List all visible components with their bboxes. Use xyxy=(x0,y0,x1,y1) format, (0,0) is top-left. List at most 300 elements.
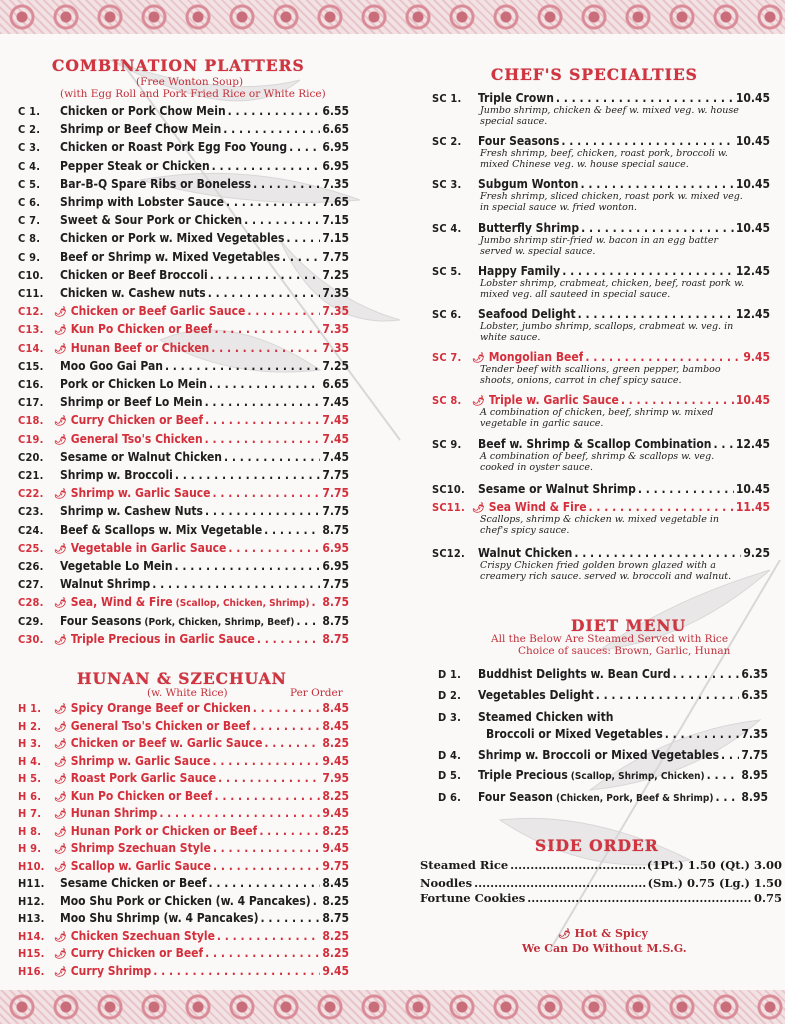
hunan-item-row xyxy=(18,719,349,735)
combination-item-row xyxy=(18,614,349,630)
item-price: 7.65 xyxy=(322,195,349,209)
item-price: 7.45 xyxy=(322,395,349,410)
item-name: Chicken or Pork w. Mixed Vegetables xyxy=(60,231,285,246)
diet-item-row-continued xyxy=(486,727,768,741)
item-code: SC 5. xyxy=(432,265,462,278)
item-code: D 1. xyxy=(438,668,462,681)
item-name: Sesame or Walnut Chicken xyxy=(60,449,222,464)
chef-item-row xyxy=(432,91,770,106)
combination-item-row xyxy=(18,268,349,283)
item-price: 8.25 xyxy=(322,946,349,960)
leader-dots xyxy=(212,754,320,768)
item-name: Chicken w. Cashew nuts xyxy=(60,286,206,300)
combination-item-row xyxy=(18,523,349,538)
leader-dots xyxy=(205,395,321,409)
item-name: Shrimp w. Broccoli or Mixed Vegetables xyxy=(478,748,720,762)
combination-item-row xyxy=(18,341,349,357)
leader-dots xyxy=(217,929,320,943)
item-price: 6.65 xyxy=(322,122,349,137)
item-name: Sesame Chicken or Beef xyxy=(60,876,207,890)
combination-item-row xyxy=(18,450,349,465)
item-price: 7.75 xyxy=(322,577,349,592)
item-code: H16. xyxy=(18,964,45,978)
leader-dots xyxy=(510,858,645,872)
hunan-item-row xyxy=(18,911,349,926)
hunan-item-row xyxy=(18,964,349,980)
diet-item-row xyxy=(438,667,768,682)
leader-dots xyxy=(264,736,320,750)
leader-dots xyxy=(581,221,734,235)
item-price: 11.45 xyxy=(735,500,770,514)
item-name: Seafood Delight xyxy=(478,307,576,321)
diet-item-row xyxy=(438,768,768,784)
leader-dots xyxy=(223,122,320,136)
leader-dots xyxy=(212,159,321,173)
side-row-steamed-rice xyxy=(420,858,782,872)
item-price: 8.75 xyxy=(322,911,349,925)
item-code: SC12. xyxy=(432,547,465,560)
chili-pepper-icon: 🌶︎ xyxy=(54,861,67,873)
item-code: SC 2. xyxy=(432,135,462,148)
item-price: 8.25 xyxy=(322,928,349,943)
item-price: 9.45 xyxy=(743,350,770,364)
item-price: 6.95 xyxy=(322,158,349,173)
chef-item-description: Fresh shrimp, beef, chicken, roast pork, broccoli w. mixed Chinese veg. w. house special sauce. xyxy=(480,148,728,170)
chef-item-row xyxy=(432,221,770,236)
item-price: 7.35 xyxy=(322,322,349,337)
leader-dots xyxy=(296,614,320,628)
item-code: H 3. xyxy=(18,737,42,750)
item-name: Buddhist Delights w. Bean Curd xyxy=(478,667,671,681)
item-price: 7.75 xyxy=(322,504,349,519)
leader-dots xyxy=(638,482,734,496)
item-name: Curry Chicken or Beef xyxy=(70,946,204,960)
item-name: Chicken or Pork Chow Mein xyxy=(60,104,226,118)
item-name: Beef w. Shrimp & Scallop Combination xyxy=(478,437,712,451)
item-name: Shrimp or Beef Lo Mein xyxy=(60,395,203,410)
diet-subtitle-sauces: Choice of sauces: Brown, Garlic, Hunan xyxy=(518,645,731,657)
chefs-specialties-title: CHEF'S SPECIALTIES xyxy=(491,65,698,84)
item-code: SC 3. xyxy=(432,178,462,191)
item-price: 7.25 xyxy=(322,267,349,282)
item-code: SC 9. xyxy=(432,438,462,451)
combination-item-row xyxy=(18,250,349,265)
leader-dots xyxy=(244,213,320,227)
item-price: 9.75 xyxy=(322,858,349,873)
item-code: C19. xyxy=(18,432,44,446)
leader-dots xyxy=(578,307,734,321)
hunan-szechuan-title: HUNAN & SZECHUAN xyxy=(77,669,287,688)
chili-pepper-icon: 🌶︎ xyxy=(54,721,67,733)
item-price: 6.35 xyxy=(741,688,768,702)
leader-dots xyxy=(311,595,320,609)
item-name: Moo Goo Gai Pan xyxy=(60,358,163,373)
item-code: SC 6. xyxy=(432,308,462,321)
leader-dots xyxy=(713,437,733,451)
item-name: Walnut Shrimp xyxy=(60,577,151,592)
item-name: Pepper Steak or Chicken xyxy=(60,158,210,173)
item-price: 7.35 xyxy=(741,727,768,741)
item-detail: (Pork, Chicken, Shrimp, Beef) xyxy=(144,616,295,628)
item-name: Chicken or Beef w. Garlic Sauce xyxy=(70,736,263,750)
item-code: H 5. xyxy=(18,772,42,785)
leader-dots xyxy=(313,894,321,908)
item-name: Happy Family xyxy=(478,264,561,278)
item-price: 8.45 xyxy=(322,701,349,715)
leader-dots xyxy=(289,140,320,154)
combination-subtitle-rice: (with Egg Roll and Pork Fried Rice or White Rice) xyxy=(60,88,326,100)
item-name: Vegetables Delight xyxy=(478,688,594,702)
item-code: C29. xyxy=(18,614,44,628)
item-code: SC10. xyxy=(432,483,465,496)
leader-dots xyxy=(210,268,321,282)
item-price: 7.35 xyxy=(322,340,349,355)
item-name: Sea, Wind & Fire xyxy=(70,595,173,610)
item-price: 8.25 xyxy=(322,823,349,838)
item-code: C 2. xyxy=(18,123,41,137)
chili-pepper-icon: 🌶︎ xyxy=(472,503,485,514)
side-item-name: Noodles xyxy=(420,876,473,890)
leader-dots xyxy=(226,195,320,209)
item-code: H 1. xyxy=(18,702,42,715)
combination-item-row xyxy=(18,577,349,592)
item-price: 8.75 xyxy=(322,595,349,610)
item-code: C 1. xyxy=(18,105,41,118)
item-name: Shrimp with Lobster Sauce xyxy=(60,195,224,209)
item-code: C 5. xyxy=(18,177,41,191)
item-price: 8.25 xyxy=(322,788,349,803)
chili-pepper-icon: 🌶︎ xyxy=(54,949,67,960)
chili-pepper-icon: 🌶︎ xyxy=(54,774,67,785)
item-name: Shrimp or Beef Chow Mein xyxy=(60,122,222,137)
chef-item-description: Tender beef with scallions, green pepper, bamboo shoots, onions, carrot in chef spicy sauce. xyxy=(480,364,721,386)
item-name: General Tso's Chicken or Beef xyxy=(70,718,251,733)
item-code: H15. xyxy=(18,947,45,960)
item-price: 7.15 xyxy=(322,231,349,246)
leader-dots xyxy=(556,91,734,105)
chili-pepper-icon: 🌶︎ xyxy=(54,343,67,355)
item-code: C15. xyxy=(18,359,44,373)
item-code: H14. xyxy=(18,929,45,943)
item-name: Shrimp w. Garlic Sauce xyxy=(70,486,211,501)
item-price: 8.25 xyxy=(322,736,349,750)
item-code: H11. xyxy=(18,877,45,890)
item-price: 8.45 xyxy=(322,876,349,890)
side-item-price: (Sm.) 0.75 (Lg.) 1.50 xyxy=(647,876,782,890)
item-name: Butterfly Shrimp xyxy=(478,221,580,235)
leader-dots xyxy=(211,341,320,355)
chili-pepper-icon: 🌶︎ xyxy=(472,396,485,407)
combination-item-row xyxy=(18,486,349,502)
item-code: D 6. xyxy=(438,791,462,804)
item-code: C 7. xyxy=(18,214,41,228)
item-detail: (Chicken, Pork, Beef & Shrimp) xyxy=(556,793,714,804)
combination-item-row xyxy=(18,595,349,611)
chef-item-row xyxy=(432,437,770,452)
item-name: Roast Pork Garlic Sauce xyxy=(70,771,217,785)
combination-item-row xyxy=(18,304,349,320)
combination-item-row xyxy=(18,395,349,410)
item-name: Walnut Chicken xyxy=(478,546,573,560)
leader-dots xyxy=(159,806,320,820)
item-price: 9.45 xyxy=(322,806,349,820)
item-code: H13. xyxy=(18,912,45,925)
item-code: C 4. xyxy=(18,159,41,173)
item-code: C30. xyxy=(18,632,44,646)
item-price: 7.45 xyxy=(322,413,349,428)
item-code: SC 8. xyxy=(432,394,462,407)
hunan-item-row xyxy=(18,754,349,770)
item-name: Triple Precious in Garlic Sauce xyxy=(70,631,255,646)
item-name: Beef or Shrimp w. Mixed Vegetables xyxy=(60,249,281,264)
leader-dots xyxy=(673,667,740,681)
item-name: Chicken Szechuan Style xyxy=(70,928,215,943)
item-code: C10. xyxy=(18,268,44,282)
leader-dots xyxy=(208,286,321,300)
chef-item-description: A combination of chicken, beef, shrimp w. mixed vegetable in garlic sauce. xyxy=(480,407,714,429)
item-price: 6.55 xyxy=(322,104,349,118)
item-price: 8.75 xyxy=(322,631,349,646)
combination-subtitle-soup: (Free Wonton Soup) xyxy=(136,76,244,88)
item-price: 8.95 xyxy=(741,790,768,804)
item-name: Curry Shrimp xyxy=(70,963,152,978)
side-item-name: Steamed Rice xyxy=(420,858,509,872)
chef-item-row xyxy=(432,264,770,279)
item-price: 9.25 xyxy=(743,546,770,560)
leader-dots xyxy=(252,719,320,733)
hunan-item-row xyxy=(18,806,349,822)
item-name: Bar-B-Q Spare Ribs or Boneless xyxy=(60,176,252,191)
leader-dots xyxy=(213,841,321,855)
diet-subtitle-steamed: All the Below Are Steamed Served with Rice xyxy=(491,633,729,645)
side-row-fortune-cookies xyxy=(420,891,782,905)
diet-item-row xyxy=(438,748,768,763)
item-name: Vegetable Lo Mein xyxy=(60,559,173,573)
item-code: C26. xyxy=(18,560,44,573)
item-name-continued: Broccoli or Mixed Vegetables xyxy=(486,727,663,741)
chili-pepper-icon: 🌶︎ xyxy=(54,844,67,855)
chef-item-row xyxy=(432,307,770,322)
chili-pepper-icon: 🌶︎ xyxy=(54,931,67,943)
hunan-item-row xyxy=(18,946,349,962)
chili-pepper-icon: 🌶︎ xyxy=(54,489,67,501)
bottom-border xyxy=(0,990,785,1024)
diet-menu-title: DIET MENU xyxy=(571,616,687,635)
item-name: Mongolian Beef xyxy=(488,350,584,364)
item-price: 7.95 xyxy=(322,771,349,785)
leader-dots xyxy=(282,250,320,264)
leader-dots xyxy=(585,350,741,364)
chef-item-description: Lobster, jumbo shrimp, scallops, crabmeat w. veg. in white sauce. xyxy=(480,321,734,343)
chef-item-row xyxy=(432,134,770,149)
leader-dots xyxy=(261,911,321,925)
chili-pepper-icon: 🌶︎ xyxy=(54,543,67,555)
item-code: H 8. xyxy=(18,824,42,838)
leader-dots xyxy=(474,876,646,890)
chili-pepper-icon: 🌶︎ xyxy=(558,929,571,940)
item-price: 7.75 xyxy=(322,249,349,264)
item-code: C12. xyxy=(18,305,44,319)
item-price: 7.45 xyxy=(322,431,349,446)
leader-dots xyxy=(214,789,320,803)
combination-item-row xyxy=(18,140,349,155)
item-price: 10.45 xyxy=(735,482,770,496)
item-code: C21. xyxy=(18,469,44,482)
item-name: Subgum Wonton xyxy=(478,177,579,191)
item-name: Shrimp w. Garlic Sauce xyxy=(70,753,211,768)
item-name: Shrimp w. Broccoli xyxy=(60,468,173,482)
leader-dots xyxy=(212,486,320,500)
leader-dots xyxy=(562,264,734,278)
chili-pepper-icon: 🌶︎ xyxy=(54,325,67,337)
leader-dots xyxy=(213,859,320,873)
diet-item-row xyxy=(438,688,768,703)
item-price: 7.75 xyxy=(322,486,349,501)
item-name: Moo Shu Shrimp (w. 4 Pancakes) xyxy=(60,911,259,925)
chef-item-description: Fresh shrimp, sliced chicken, roast pork w. mixed veg. in special sauce w. fried wonton. xyxy=(480,191,743,213)
leader-dots xyxy=(209,876,321,890)
item-code: D 4. xyxy=(438,749,462,762)
item-name: Four Seasons xyxy=(60,613,142,628)
leader-dots xyxy=(715,790,739,804)
hunan-item-row xyxy=(18,789,349,805)
leader-dots xyxy=(152,577,320,591)
combination-item-row xyxy=(18,231,349,246)
leader-dots xyxy=(228,541,320,555)
item-price: 6.95 xyxy=(322,559,349,573)
msg-note: We Can Do Without M.S.G. xyxy=(522,942,687,955)
item-name: Kun Po Chicken or Beef xyxy=(70,788,213,803)
item-code: C14. xyxy=(18,341,44,355)
item-code: C27. xyxy=(18,578,44,592)
chili-pepper-icon: 🌶︎ xyxy=(54,416,67,428)
item-price: 10.45 xyxy=(735,91,770,105)
item-name: Moo Shu Pork or Chicken (w. 4 Pancakes) xyxy=(60,893,311,908)
leader-dots xyxy=(589,500,734,514)
chili-pepper-icon: 🌶︎ xyxy=(472,353,485,364)
per-order-label: Per Order xyxy=(290,687,343,699)
leader-dots xyxy=(253,701,321,715)
leader-dots xyxy=(264,523,320,537)
item-code: H 2. xyxy=(18,719,42,733)
chef-item-row xyxy=(432,546,770,561)
combination-item-row xyxy=(18,195,349,210)
item-name: Triple w. Garlic Sauce xyxy=(488,393,619,407)
item-code: C11. xyxy=(18,287,44,300)
item-price: 6.95 xyxy=(322,140,349,155)
item-code: C22. xyxy=(18,487,44,501)
chili-pepper-icon: 🌶︎ xyxy=(54,739,67,750)
item-price: 9.45 xyxy=(322,841,349,855)
leader-dots xyxy=(153,964,320,978)
hunan-item-row xyxy=(18,859,349,875)
item-name: Pork or Chicken Lo Mein xyxy=(60,377,207,391)
item-name: Four Season xyxy=(478,790,553,804)
item-price: 9.45 xyxy=(322,753,349,768)
leader-dots xyxy=(721,748,739,762)
item-code: H12. xyxy=(18,894,45,908)
leader-dots xyxy=(621,393,734,407)
item-code: SC 7. xyxy=(432,351,462,364)
item-name: Triple Crown xyxy=(478,91,554,105)
item-code: C25. xyxy=(18,541,44,555)
item-code: C28. xyxy=(18,596,44,610)
leader-dots xyxy=(561,134,733,148)
combination-item-row xyxy=(18,322,349,338)
item-code: SC11. xyxy=(432,501,465,514)
item-detail: (Scallop, Chicken, Shrimp) xyxy=(175,598,310,610)
item-name: Sesame or Walnut Shrimp xyxy=(478,482,636,496)
chef-item-description: Crispy Chicken fried golden brown glazed with a creamery rich sauce. served w. broccoli and walnut. xyxy=(480,560,732,582)
chef-item-description: Scallops, shrimp & chicken w. mixed vegetable in chef's spicy sauce. xyxy=(480,514,720,536)
item-code: SC 4. xyxy=(432,222,462,235)
leader-dots xyxy=(665,727,740,741)
leader-dots xyxy=(205,432,321,446)
chili-pepper-icon: 🌶︎ xyxy=(54,809,67,820)
item-price: 9.45 xyxy=(322,963,349,978)
item-code: C23. xyxy=(18,505,44,519)
leader-dots xyxy=(165,359,320,373)
leader-dots xyxy=(218,771,320,785)
item-code: C 6. xyxy=(18,196,41,209)
item-code: C 9. xyxy=(18,250,41,264)
item-code: D 2. xyxy=(438,689,462,702)
hunan-item-row xyxy=(18,929,349,945)
item-code: C20. xyxy=(18,450,44,464)
leader-dots xyxy=(214,322,320,336)
diet-item-row xyxy=(438,790,768,806)
item-name: Kun Po Chicken or Beef xyxy=(70,322,213,337)
item-price: 12.45 xyxy=(735,437,770,451)
diet-item-row xyxy=(438,710,768,725)
item-name: Shrimp Szechuan Style xyxy=(70,841,211,855)
combination-item-row xyxy=(18,413,349,429)
leader-dots xyxy=(224,450,320,464)
combination-item-row xyxy=(18,213,349,228)
leader-dots xyxy=(580,177,733,191)
hot-spicy-text: Hot & Spicy xyxy=(574,927,648,940)
item-code: H 6. xyxy=(18,789,42,803)
combination-item-row xyxy=(18,377,349,392)
hot-spicy-note xyxy=(558,927,648,940)
item-price: 8.45 xyxy=(322,718,349,733)
leader-dots xyxy=(257,632,321,646)
item-price: 7.35 xyxy=(322,304,349,319)
hunan-item-row xyxy=(18,701,349,717)
item-price: 8.95 xyxy=(741,768,768,782)
top-border xyxy=(0,0,785,34)
item-price: 10.45 xyxy=(735,177,770,191)
item-price: 8.75 xyxy=(322,522,349,537)
side-item-price: 0.75 xyxy=(753,891,782,905)
item-name: General Tso's Chicken xyxy=(70,431,203,446)
chef-item-description: Jumbo shrimp stir-fried w. bacon in an egg batter served w. special sauce. xyxy=(480,235,719,257)
combination-item-row xyxy=(18,541,349,557)
item-code: C 8. xyxy=(18,232,41,246)
chef-item-description: Lobster shrimp, crabmeat, chicken, beef, roast pork w. mixed veg. all sauteed in special sauce. xyxy=(480,278,745,300)
leader-dots xyxy=(209,377,320,391)
item-code: D 5. xyxy=(438,769,462,782)
chef-item-row xyxy=(432,177,770,192)
item-price: 7.35 xyxy=(322,176,349,191)
item-name: Beef & Scallops w. Mix Vegetable xyxy=(60,522,263,537)
chili-pepper-icon: 🌶︎ xyxy=(54,634,67,646)
combination-item-row xyxy=(18,559,349,574)
item-price: 7.25 xyxy=(322,358,349,373)
leader-dots xyxy=(175,559,321,573)
item-price: 7.35 xyxy=(322,286,349,300)
chili-pepper-icon: 🌶︎ xyxy=(54,791,67,803)
